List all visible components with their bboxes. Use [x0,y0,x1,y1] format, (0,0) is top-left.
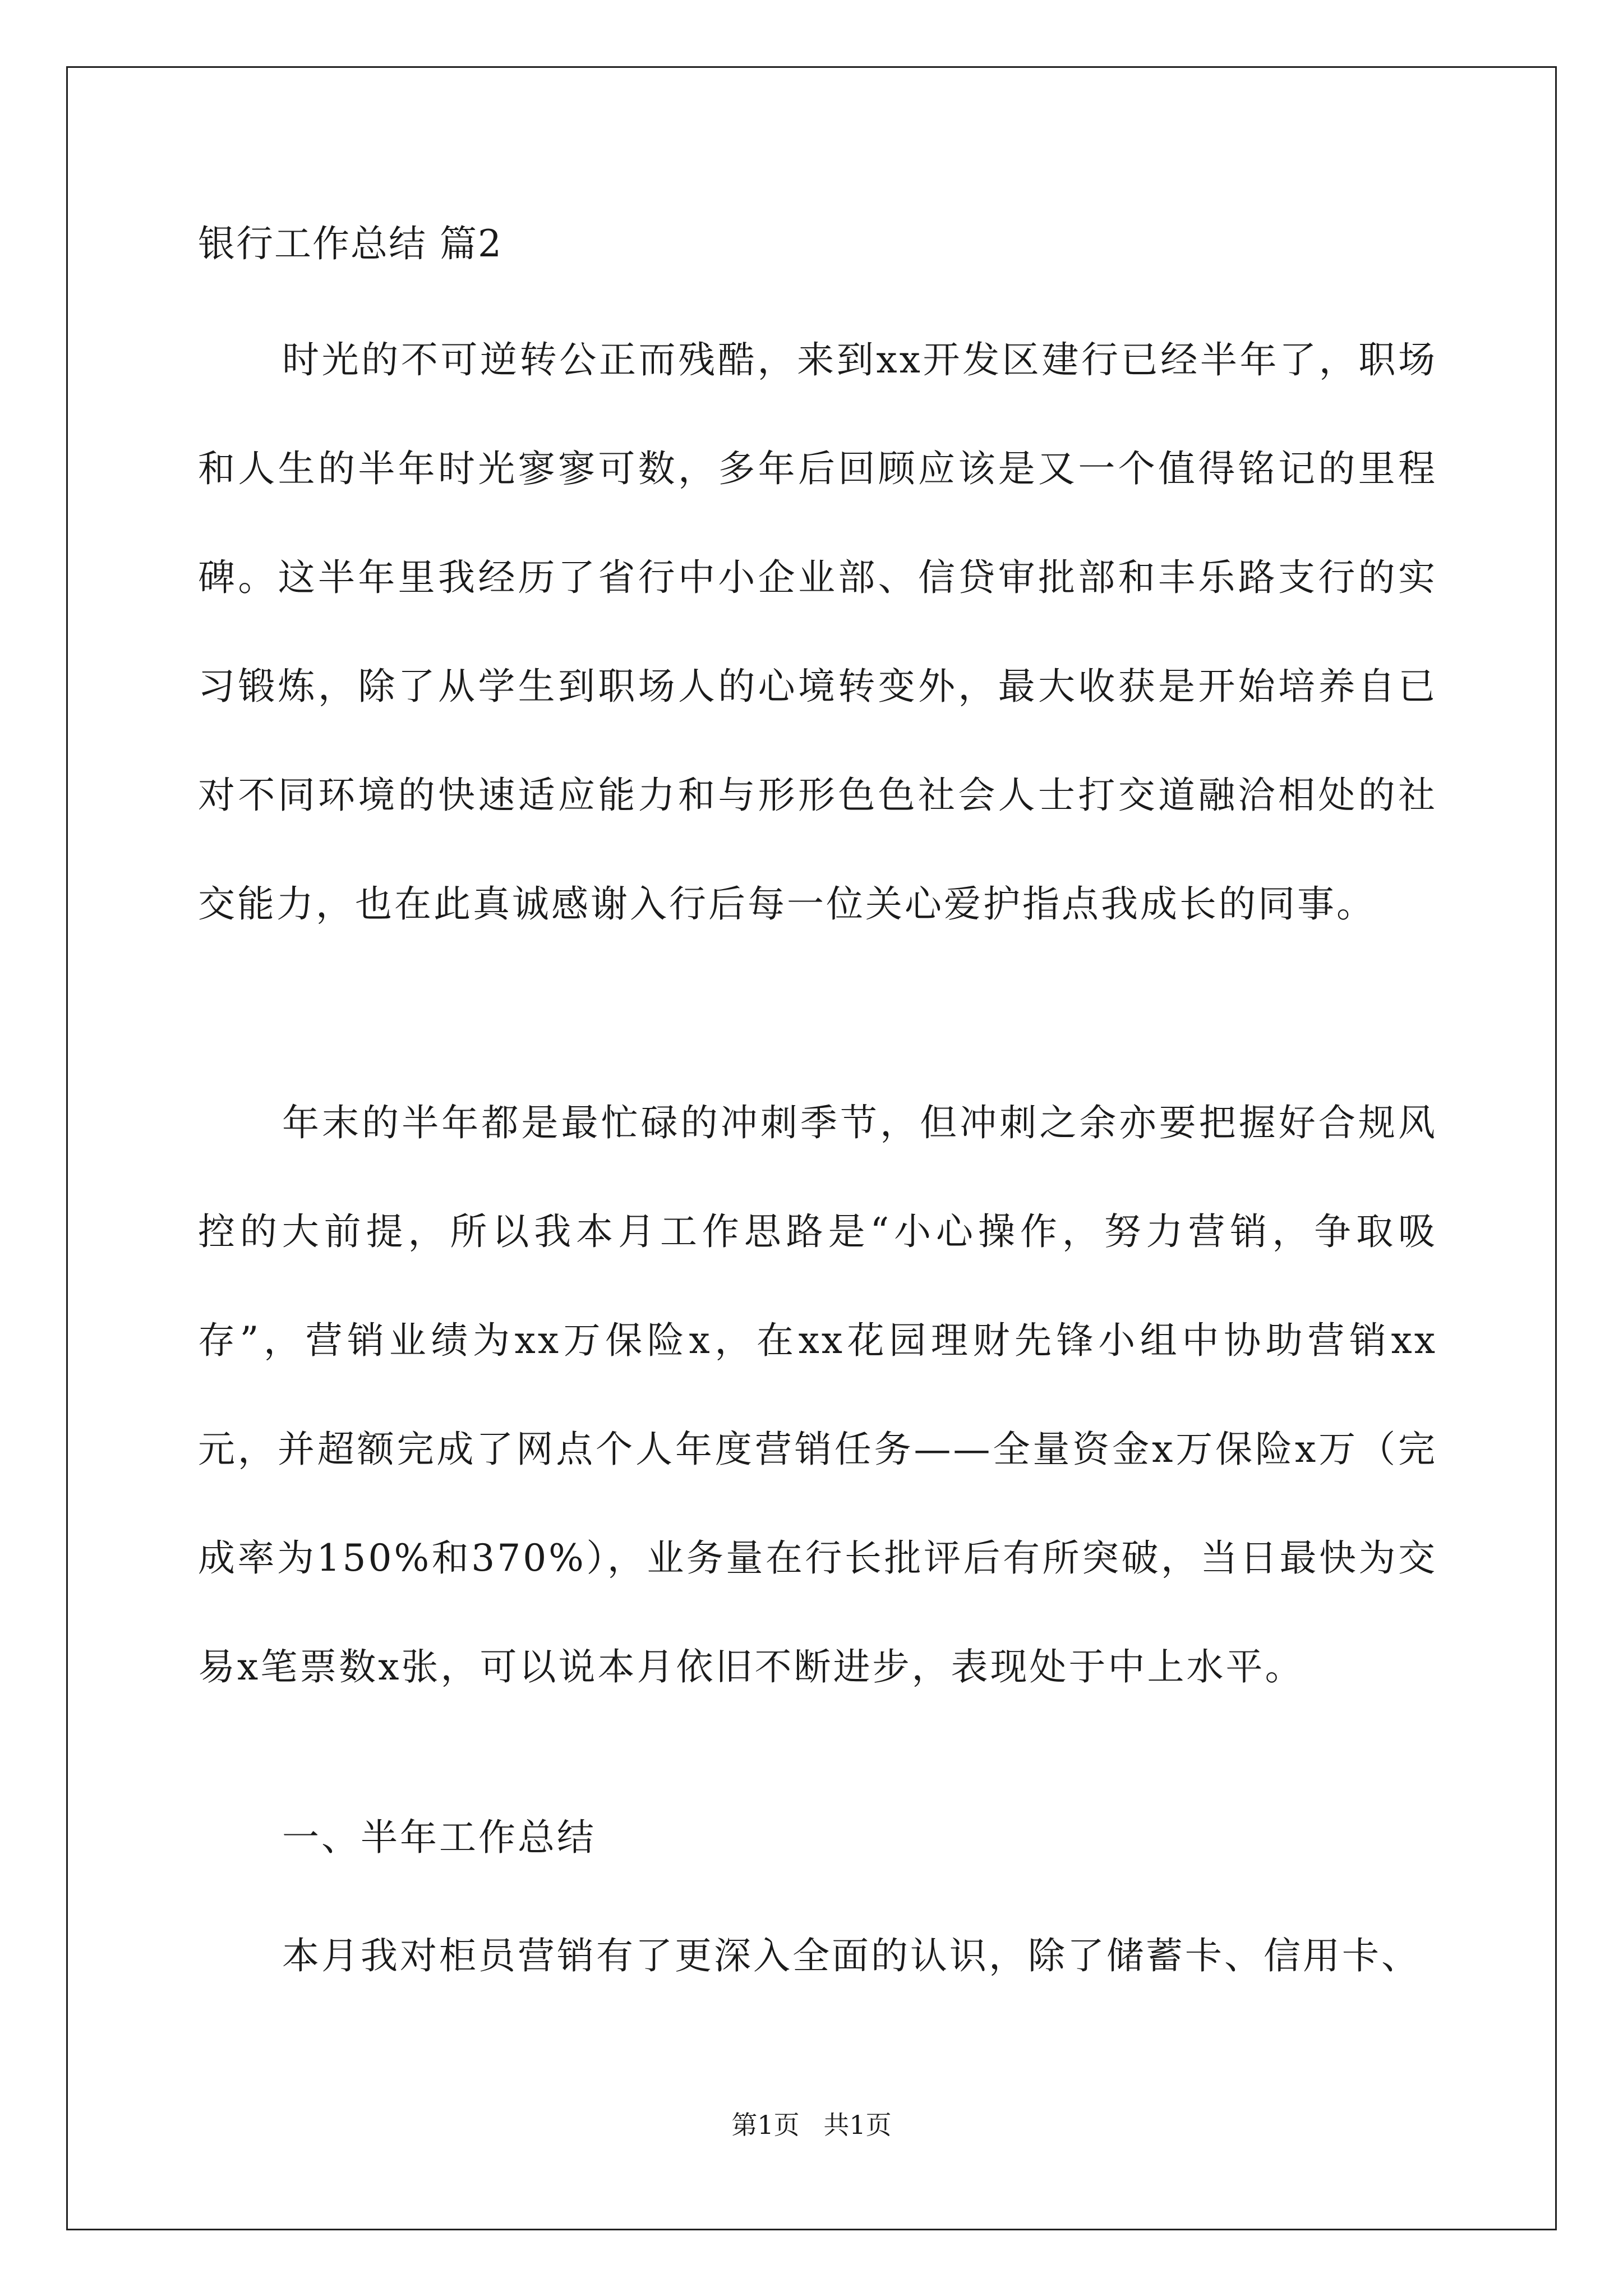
body-paragraph: 年末的半年都是最忙碌的冲刺季节，但冲刺之余亦要把握好合规风控的大前提，所以我本月工作思路是“小心操作，努力营销，争取吸存”，营销业绩为xx万保险x，在xx花园理财先锋小组中协助营销xx元，并超额完成了网点个人年度营销任务——全量资金x万保险x万（完成率为150%和370%），业务量在行长批评后有所突破，当日最快为交易x笔票数x张，可以说本月依旧不断进步，表现处于中上水平。 [198,1101,1437,1688]
section-heading: 一、半年工作总结 [282,1816,596,1859]
body-paragraph: 时光的不可逆转公正而残酷，来到xx开发区建行已经半年了，职场和人生的半年时光寥寥可数，多年后回顾应该是又一个值得铭记的里程碑。这半年里我经历了省行中小企业部、信贷审批部和丰乐路支行的实习锻炼，除了从学生到职场人的心境转变外，最大收获是开始培养自已对不同环境的快速适应能力和与形形色色社会人士打交道融洽相处的社交能力，也在此真诚感谢入行后每一位关心爱护指点我成长的同事。 [198,338,1437,926]
section-paragraph: 本月我对柜员营销有了更深入全面的认识，除了储蓄卡、信用卡、 [282,1934,1421,1977]
document-title: 银行工作总结 篇2 [198,222,502,265]
page-footer [0,2108,1623,2142]
page-number-current: 第1页 [731,2110,800,2140]
page-number-total: 共1页 [823,2110,892,2140]
